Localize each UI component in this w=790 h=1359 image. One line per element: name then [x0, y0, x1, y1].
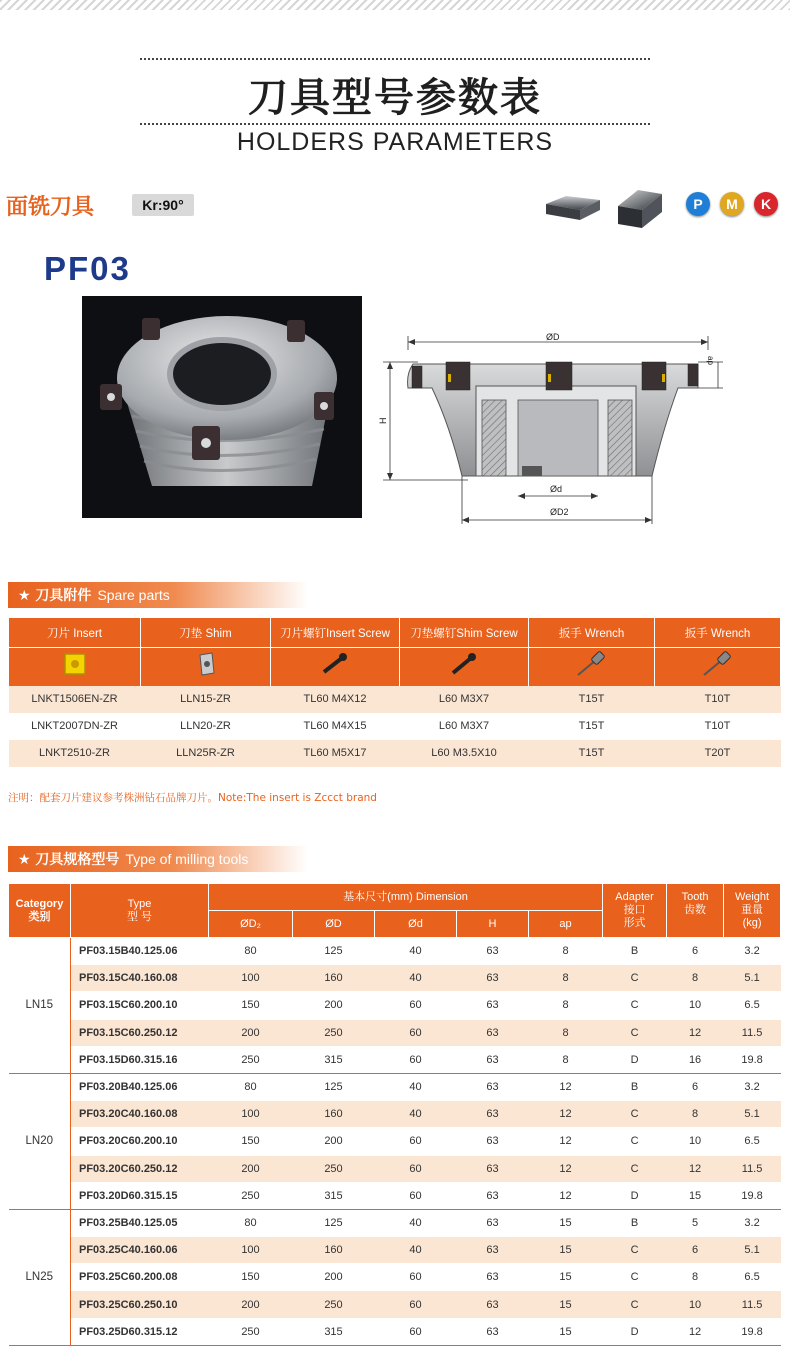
cell-wrench-2: T10T: [655, 713, 781, 740]
cell-ap: 15: [529, 1318, 603, 1345]
table-row: [9, 938, 781, 965]
model-name: PF03: [44, 250, 131, 287]
cell-tooth: 6: [667, 1073, 724, 1100]
cell-shim: LLN25R-ZR: [141, 740, 271, 767]
cell-type: PF03.15C40.160.08: [71, 965, 209, 992]
cell-adapter: C: [603, 965, 667, 992]
table-header-row: [9, 618, 781, 648]
cell-tooth: 15: [667, 1182, 724, 1209]
cell-d-small: 60: [375, 992, 457, 1019]
cell-weight: 3.2: [724, 938, 781, 965]
cell-d: 125: [293, 938, 375, 965]
cell-wrench-1: T15T: [529, 686, 655, 713]
cell-type: PF03.15C60.250.12: [71, 1019, 209, 1046]
cell-h: 63: [457, 1155, 529, 1182]
cell-d: 315: [293, 1182, 375, 1209]
cell-shim-screw: L60 M3.5X10: [400, 740, 529, 767]
cell-category: LN25: [9, 1209, 71, 1345]
table-row: [9, 992, 781, 1019]
page-title: 刀具型号参数表: [248, 75, 542, 121]
cell-shim-screw: L60 M3X7: [400, 713, 529, 740]
header-weight-en: Weight: [735, 891, 770, 903]
cell-ap: 8: [529, 965, 603, 992]
header-type-en: Type: [127, 897, 152, 910]
table-row: [9, 1046, 781, 1073]
cell-d2: 100: [209, 1237, 293, 1264]
shim-screw-icon: [400, 648, 529, 686]
cell-d: 250: [293, 1019, 375, 1046]
table-row: [9, 1019, 781, 1046]
header-tooth: [667, 884, 724, 938]
cell-adapter: D: [603, 1046, 667, 1073]
cell-d-small: 40: [375, 1237, 457, 1264]
cell-adapter: C: [603, 1264, 667, 1291]
cell-type: PF03.20D60.315.15: [71, 1182, 209, 1209]
header-insert-screw: 刀片螺钉Insert Screw: [271, 618, 400, 648]
cell-d-small: 60: [375, 1318, 457, 1345]
cell-weight: 5.1: [724, 965, 781, 992]
header-adapter-en: Adapter: [615, 891, 654, 903]
cell-d2: 200: [209, 1155, 293, 1182]
cell-weight: 6.5: [724, 1264, 781, 1291]
cell-type: PF03.25C60.250.10: [71, 1291, 209, 1318]
insert-icon: [546, 196, 600, 220]
cell-ap: 8: [529, 1019, 603, 1046]
cell-weight: 19.8: [724, 1046, 781, 1073]
cell-h: 63: [457, 1128, 529, 1155]
cell-category: LN20: [9, 1073, 71, 1209]
insert-note: 注明：配套刀片建议参考株洲钻石品牌刀片。Note:The insert is Zccct brand: [8, 792, 377, 804]
header-d: ØD: [293, 911, 375, 938]
cell-type: PF03.25C60.200.08: [71, 1264, 209, 1291]
table-row: [9, 1237, 781, 1264]
insert-screw-icon: [271, 648, 400, 686]
table-row: [9, 1073, 781, 1100]
cell-h: 63: [457, 992, 529, 1019]
cell-d: 160: [293, 1101, 375, 1128]
cell-shim-screw: L60 M3X7: [400, 686, 529, 713]
cell-h: 63: [457, 938, 529, 965]
header-weight: [724, 884, 781, 938]
cell-d-small: 40: [375, 965, 457, 992]
cell-d2: 250: [209, 1046, 293, 1073]
cell-h: 63: [457, 1019, 529, 1046]
cell-insert-screw: TL60 M5X17: [271, 740, 400, 767]
cell-weight: 6.5: [724, 992, 781, 1019]
cell-d: 200: [293, 1264, 375, 1291]
divider-bottom: [140, 123, 650, 125]
cell-weight: 6.5: [724, 1128, 781, 1155]
header-weight-cn: 重量: [741, 904, 764, 916]
cell-d2: 150: [209, 1128, 293, 1155]
cell-type: PF03.15D60.315.16: [71, 1046, 209, 1073]
cell-adapter: C: [603, 1019, 667, 1046]
cell-tooth: 12: [667, 1318, 724, 1345]
cell-d-small: 40: [375, 1209, 457, 1236]
cell-insert: LNKT2007DN-ZR: [9, 713, 141, 740]
cell-d-small: 40: [375, 938, 457, 965]
cell-d-small: 60: [375, 1264, 457, 1291]
table-header-row: [9, 884, 781, 911]
cell-tooth: 6: [667, 1237, 724, 1264]
table-row: [9, 1291, 781, 1318]
cell-d: 160: [293, 965, 375, 992]
cell-d-small: 60: [375, 1291, 457, 1318]
cell-d: 200: [293, 1128, 375, 1155]
header-wrench-2: 扳手 Wrench: [655, 618, 781, 648]
header-d-small: Ød: [375, 911, 457, 938]
header-tooth-en: Tooth: [681, 891, 709, 903]
cell-ap: 12: [529, 1155, 603, 1182]
category-title: 面铣刀具: [6, 195, 95, 220]
cell-type: PF03.25B40.125.05: [71, 1209, 209, 1236]
table-row: [9, 1182, 781, 1209]
table-icon-row: [9, 648, 781, 686]
insert-icon: [618, 190, 662, 228]
cell-d-small: 60: [375, 1019, 457, 1046]
table-row: [9, 1318, 781, 1345]
page-subtitle: HOLDERS PARAMETERS: [236, 128, 554, 156]
cell-d: 250: [293, 1155, 375, 1182]
cell-wrench-2: T20T: [655, 740, 781, 767]
cell-d2: 80: [209, 1209, 293, 1236]
wrench-icon: [655, 648, 781, 686]
cell-d: 160: [293, 1237, 375, 1264]
cell-weight: 3.2: [724, 1209, 781, 1236]
cell-d2: 150: [209, 992, 293, 1019]
table-row: [9, 965, 781, 992]
divider-top: [140, 58, 650, 60]
material-k-icon: K: [754, 192, 778, 216]
material-p-icon: P: [686, 192, 710, 216]
header-adapter: [603, 884, 667, 938]
cell-insert-screw: TL60 M4X15: [271, 713, 400, 740]
header-shim-screw: 刀垫螺钉Shim Screw: [400, 618, 529, 648]
cell-d2: 250: [209, 1182, 293, 1209]
cell-tooth: 6: [667, 938, 724, 965]
cell-insert: LNKT1506EN-ZR: [9, 686, 141, 713]
cell-d2: 80: [209, 1073, 293, 1100]
insert-shape-icons: [544, 186, 669, 232]
cell-adapter: C: [603, 1237, 667, 1264]
cell-type: PF03.20C60.200.10: [71, 1128, 209, 1155]
cell-wrench-1: T15T: [529, 713, 655, 740]
cell-ap: 15: [529, 1264, 603, 1291]
cell-insert: LNKT2510-ZR: [9, 740, 141, 767]
cell-adapter: C: [603, 1101, 667, 1128]
technical-drawing: [378, 326, 723, 526]
table-row: [9, 1101, 781, 1128]
spec-section-cn: ★ 刀具规格型号: [18, 852, 120, 868]
cell-h: 63: [457, 1264, 529, 1291]
cell-tooth: 10: [667, 992, 724, 1019]
cell-weight: 5.1: [724, 1101, 781, 1128]
cell-d2: 100: [209, 965, 293, 992]
cell-wrench-1: T15T: [529, 740, 655, 767]
cell-type: PF03.20C60.250.12: [71, 1155, 209, 1182]
cell-d-small: 60: [375, 1046, 457, 1073]
cell-ap: 15: [529, 1237, 603, 1264]
spare-parts-table: [8, 617, 781, 767]
cell-type: PF03.25D60.315.12: [71, 1318, 209, 1345]
cell-weight: 11.5: [724, 1019, 781, 1046]
cell-h: 63: [457, 1291, 529, 1318]
header-category-en: Category: [15, 897, 64, 910]
cell-tooth: 10: [667, 1291, 724, 1318]
header-wrench-1: 扳手 Wrench: [529, 618, 655, 648]
header-category-cn: 类别: [28, 910, 51, 923]
cell-d2: 150: [209, 1264, 293, 1291]
cell-insert-screw: TL60 M4X12: [271, 686, 400, 713]
cell-adapter: C: [603, 1155, 667, 1182]
cell-h: 63: [457, 1318, 529, 1345]
cell-d2: 200: [209, 1291, 293, 1318]
cell-type: PF03.25C40.160.06: [71, 1237, 209, 1264]
cell-h: 63: [457, 965, 529, 992]
header-shim: 刀垫 Shim: [141, 618, 271, 648]
cell-ap: 12: [529, 1128, 603, 1155]
milling-tools-table: [8, 883, 781, 1346]
cell-h: 63: [457, 1209, 529, 1236]
header-type-cn: 型 号: [126, 910, 153, 923]
cell-ap: 15: [529, 1291, 603, 1318]
insert-icon: [9, 648, 141, 686]
header-weight-unit: (kg): [742, 917, 762, 929]
cell-h: 63: [457, 1182, 529, 1209]
dim-ap-label: ap: [706, 356, 715, 365]
cell-ap: 12: [529, 1182, 603, 1209]
cell-h: 63: [457, 1237, 529, 1264]
cell-type: PF03.15B40.125.06: [71, 938, 209, 965]
dim-d2-label: ØD2: [550, 507, 569, 517]
cell-category: LN15: [9, 938, 71, 1074]
cell-adapter: C: [603, 1128, 667, 1155]
cell-d-small: 40: [375, 1101, 457, 1128]
cell-tooth: 8: [667, 1101, 724, 1128]
cell-d-small: 40: [375, 1073, 457, 1100]
cell-adapter: D: [603, 1318, 667, 1345]
spec-section-en: Type of milling tools: [125, 851, 249, 867]
cell-shim: LLN20-ZR: [141, 713, 271, 740]
header-dimension: 基本尺寸(mm) Dimension: [209, 884, 603, 911]
cell-d2: 100: [209, 1101, 293, 1128]
cell-adapter: C: [603, 1291, 667, 1318]
cell-weight: 3.2: [724, 1073, 781, 1100]
header-adapter-cn1: 接口: [623, 904, 646, 916]
cell-tooth: 16: [667, 1046, 724, 1073]
cell-d-small: 60: [375, 1182, 457, 1209]
top-stripe-border: [0, 0, 790, 10]
cell-weight: 19.8: [724, 1318, 781, 1345]
cell-ap: 12: [529, 1073, 603, 1100]
cell-ap: 8: [529, 1046, 603, 1073]
shim-icon: [141, 648, 271, 686]
header-ap: ap: [529, 911, 603, 938]
cell-tooth: 12: [667, 1155, 724, 1182]
cell-tooth: 8: [667, 1264, 724, 1291]
dim-d-label: ØD: [546, 332, 560, 342]
cell-d: 250: [293, 1291, 375, 1318]
table-row: [9, 1128, 781, 1155]
cell-d-small: 60: [375, 1128, 457, 1155]
cell-adapter: B: [603, 1073, 667, 1100]
header-h: H: [457, 911, 529, 938]
header-type: [71, 884, 209, 938]
cell-weight: 19.8: [724, 1182, 781, 1209]
cell-ap: 15: [529, 1209, 603, 1236]
cell-adapter: D: [603, 1182, 667, 1209]
cell-tooth: 12: [667, 1019, 724, 1046]
table-row: [9, 1155, 781, 1182]
header-adapter-cn2: 形式: [623, 917, 646, 929]
spare-section-cn: ★ 刀具附件: [18, 588, 92, 604]
kr-angle-badge: Kr:90°: [132, 194, 194, 216]
header-category: [9, 884, 71, 938]
table-row: [9, 713, 781, 740]
cell-d2: 80: [209, 938, 293, 965]
header-d2: ØD₂: [209, 911, 293, 938]
table-row: [9, 740, 781, 767]
cell-d: 125: [293, 1073, 375, 1100]
product-photo: [82, 296, 362, 518]
table-row: [9, 686, 781, 713]
spare-parts-section-header: [8, 582, 308, 608]
cell-adapter: C: [603, 992, 667, 1019]
cell-type: PF03.20B40.125.06: [71, 1073, 209, 1100]
cell-tooth: 10: [667, 1128, 724, 1155]
cell-adapter: B: [603, 1209, 667, 1236]
cell-h: 63: [457, 1073, 529, 1100]
cell-h: 63: [457, 1101, 529, 1128]
cell-weight: 11.5: [724, 1291, 781, 1318]
cell-adapter: B: [603, 938, 667, 965]
cell-wrench-2: T10T: [655, 686, 781, 713]
dim-d-small-label: Ød: [550, 484, 563, 494]
spare-section-en: Spare parts: [97, 587, 170, 603]
cell-ap: 12: [529, 1101, 603, 1128]
milling-tools-section-header: [8, 846, 308, 872]
cell-d: 200: [293, 992, 375, 1019]
table-row: [9, 1209, 781, 1236]
cell-weight: 11.5: [724, 1155, 781, 1182]
header-tooth-cn: 齿数: [684, 904, 707, 916]
table-row: [9, 1264, 781, 1291]
material-m-icon: M: [720, 192, 744, 216]
cell-d: 315: [293, 1318, 375, 1345]
wrench-icon: [529, 648, 655, 686]
cell-h: 63: [457, 1046, 529, 1073]
cell-d2: 250: [209, 1318, 293, 1345]
cell-d: 125: [293, 1209, 375, 1236]
cell-shim: LLN15-ZR: [141, 686, 271, 713]
cell-weight: 5.1: [724, 1237, 781, 1264]
cell-type: PF03.20C40.160.08: [71, 1101, 209, 1128]
cell-tooth: 8: [667, 965, 724, 992]
cell-d2: 200: [209, 1019, 293, 1046]
cell-ap: 8: [529, 992, 603, 1019]
cell-d: 315: [293, 1046, 375, 1073]
header-insert: 刀片 Insert: [9, 618, 141, 648]
cell-tooth: 5: [667, 1209, 724, 1236]
cell-d-small: 60: [375, 1155, 457, 1182]
cell-type: PF03.15C60.200.10: [71, 992, 209, 1019]
dim-h-label: H: [378, 417, 388, 424]
cell-ap: 8: [529, 938, 603, 965]
